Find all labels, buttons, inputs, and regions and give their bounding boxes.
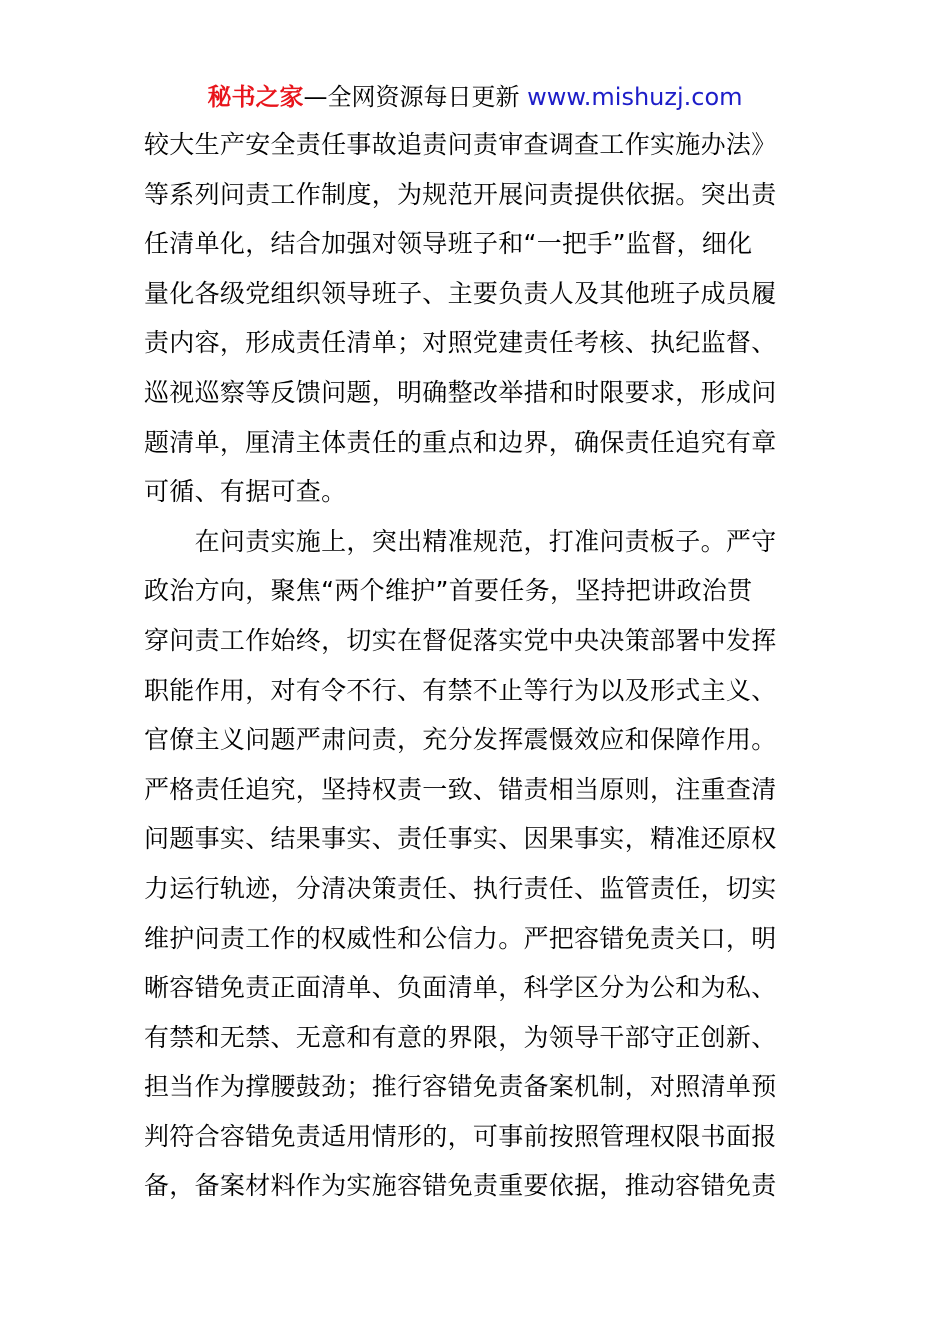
- text-line: 维护问责工作的权威性和公信力。严把容错免责关口，明: [144, 923, 777, 953]
- text-line: 职能作用，对有令不行、有禁不止等行为以及形式主义、: [144, 675, 777, 705]
- text-line: 任清单化，结合加强对领导班子和“一把手”监督，细化: [144, 229, 753, 259]
- text-line: 晰容错免责正面清单、负面清单，科学区分为公和为私、: [144, 973, 777, 1003]
- text-line: 在问责实施上，突出精准规范，打准问责板子。严守: [144, 526, 777, 556]
- site-brand: 秘书之家: [207, 83, 304, 111]
- site-header: [0, 80, 950, 114]
- text-line: 严格责任追究，坚持权责一致、错责相当原则，注重查清: [144, 774, 777, 804]
- text-line: 穿问责工作始终，切实在督促落实党中央决策部署中发挥: [144, 625, 777, 655]
- text-line: 巡视巡察等反馈问题，明确整改举措和时限要求，形成问: [144, 377, 777, 407]
- text-line: 问题事实、结果事实、责任事实、因果事实，精准还原权: [144, 824, 777, 854]
- text-line: 备，备案材料作为实施容错免责重要依据，推动容错免责: [144, 1171, 777, 1201]
- text-line: 较大生产安全责任事故追责问责审查调查工作实施办法》: [144, 130, 777, 159]
- text-line: 担当作为撑腰鼓劲；推行容错免责备案机制，对照清单预: [144, 1072, 777, 1102]
- text-line: 力运行轨迹，分清决策责任、执行责任、监管责任，切实: [144, 873, 777, 903]
- site-url-link[interactable]: www.mishuzj.com: [527, 83, 743, 111]
- text-line: 量化各级党组织领导班子、主要负责人及其他班子成员履: [144, 278, 777, 308]
- text-line: 题清单，厘清主体责任的重点和边界，确保责任追究有章: [144, 427, 777, 457]
- text-line: 有禁和无禁、无意和有意的界限，为领导干部守正创新、: [144, 1022, 777, 1052]
- text-line: 官僚主义问题严肃问责，充分发挥震慑效应和保障作用。: [144, 725, 777, 755]
- text-line: 等系列问责工作制度，为规范开展问责提供依据。突出责: [144, 179, 777, 209]
- text-line: 可循、有据可查。: [144, 477, 347, 507]
- site-tagline: —全网资源每日更新: [303, 83, 528, 111]
- text-line: 判符合容错免责适用情形的，可事前按照管理权限书面报: [144, 1121, 777, 1151]
- text-line: 责内容，形成责任清单；对照党建责任考核、执纪监督、: [144, 328, 777, 358]
- document-body: [144, 120, 809, 1211]
- text-line: 政治方向，聚焦“两个维护”首要任务，坚持把讲政治贯: [144, 576, 753, 606]
